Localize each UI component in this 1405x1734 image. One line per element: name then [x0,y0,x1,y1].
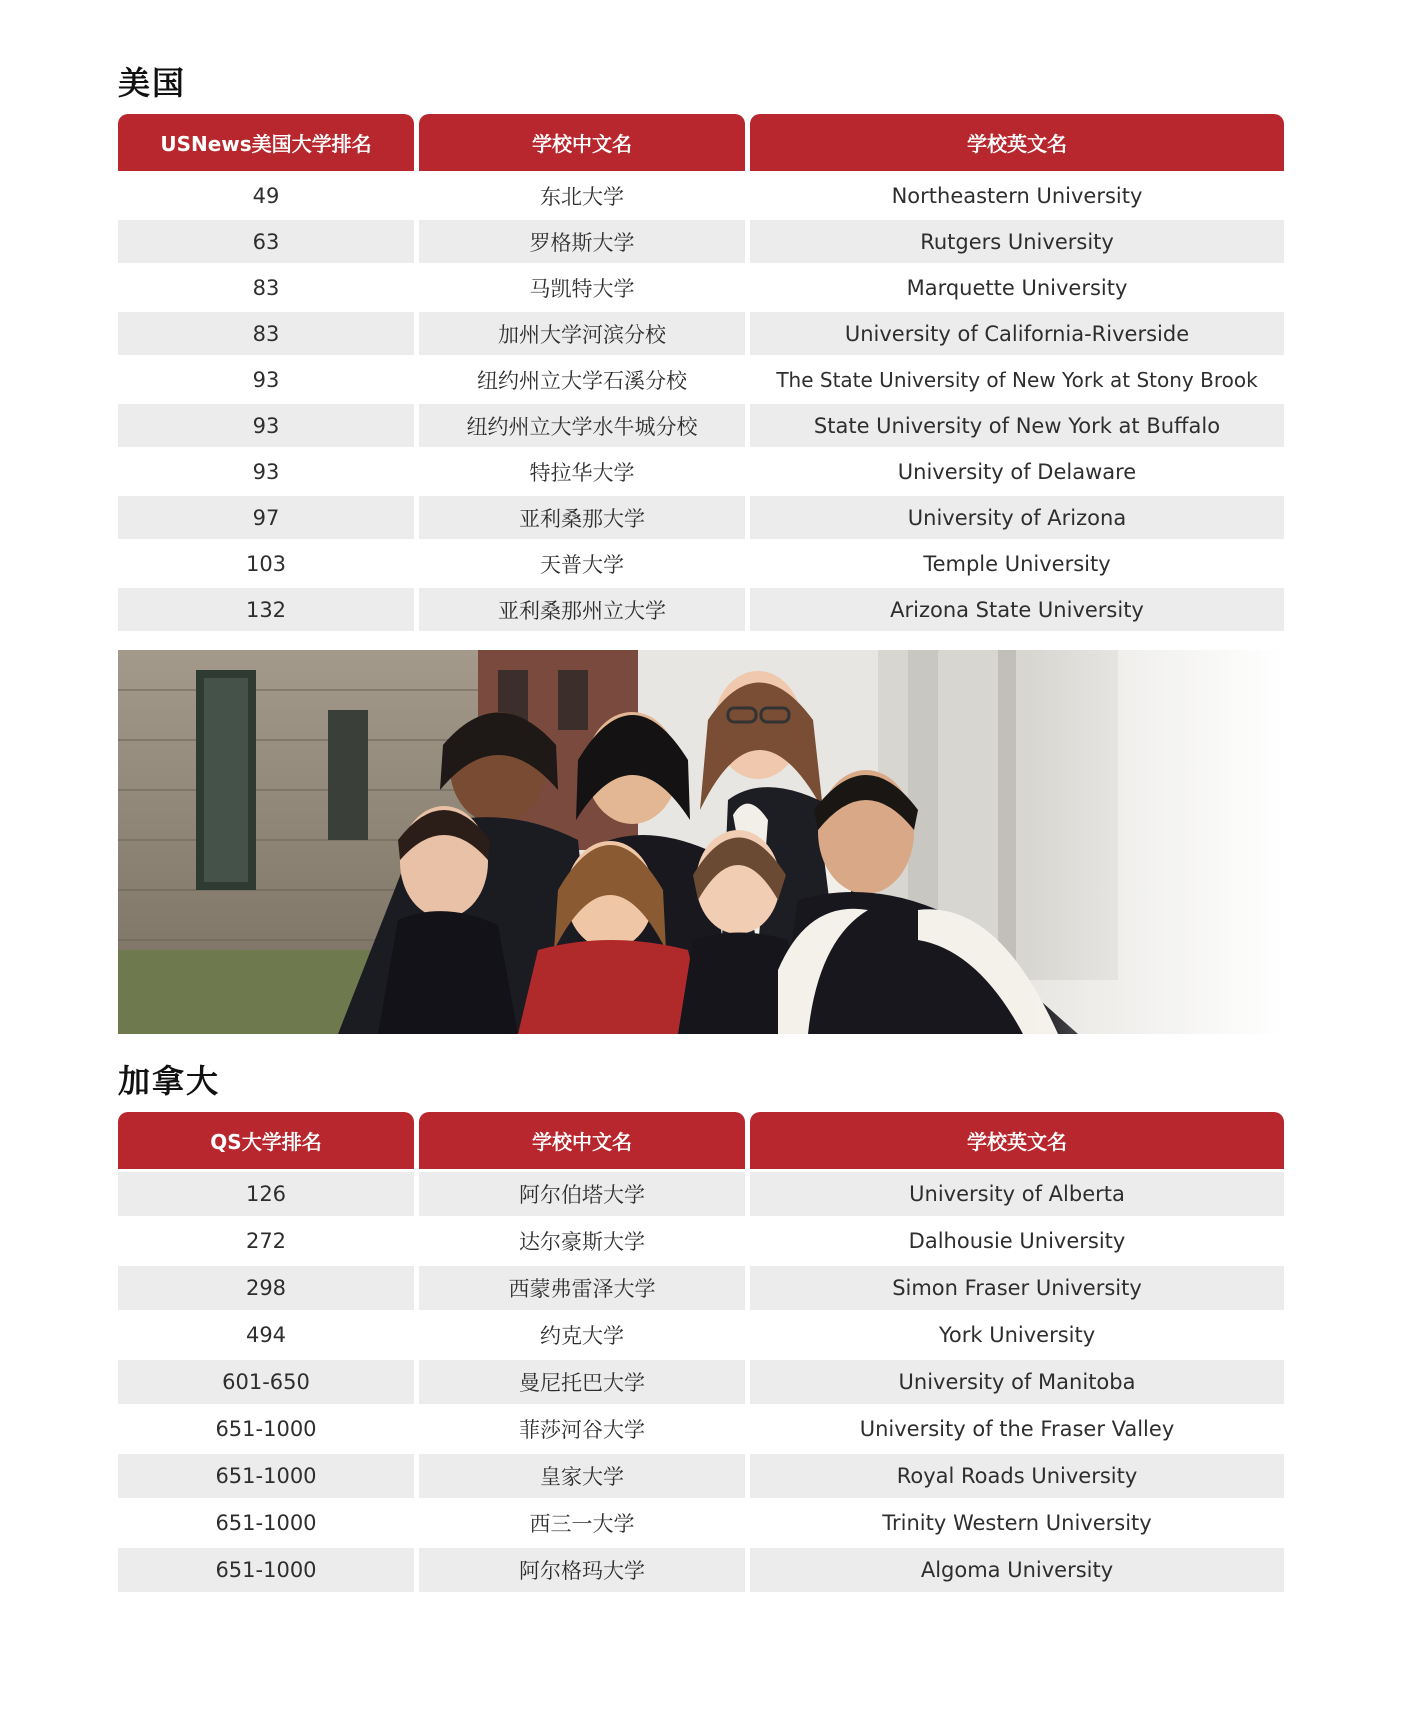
rank-cell: 83 [118,312,414,355]
chinese-name-cell: 亚利桑那州立大学 [419,588,745,631]
section-title-usa: 美国 [118,64,187,102]
chinese-name-cell: 曼尼托巴大学 [419,1360,745,1404]
table-header [118,114,1284,171]
english-name-cell: University of California-Riverside [750,312,1284,355]
usa-ranking-table [118,114,1284,634]
chinese-name-cell: 皇家大学 [419,1454,745,1498]
chinese-name-cell: 罗格斯大学 [419,220,745,263]
rank-cell: 93 [118,358,414,401]
header-rank: USNews美国大学排名 [118,114,414,171]
table-row [118,496,1284,539]
chinese-name-cell: 马凯特大学 [419,266,745,309]
english-name-cell: Trinity Western University [750,1501,1284,1545]
table-row [118,450,1284,493]
table-row [118,220,1284,263]
rank-cell: 93 [118,404,414,447]
rank-cell: 601-650 [118,1360,414,1404]
rank-cell: 651-1000 [118,1407,414,1451]
canada-ranking-table [118,1112,1284,1595]
chinese-name-cell: 纽约州立大学石溪分校 [419,358,745,401]
rank-cell: 494 [118,1313,414,1357]
chinese-name-cell: 加州大学河滨分校 [419,312,745,355]
chinese-name-cell: 特拉华大学 [419,450,745,493]
english-name-cell: University of Delaware [750,450,1284,493]
table-row [118,358,1284,401]
rank-cell: 93 [118,450,414,493]
section-title-canada: 加拿大 [118,1062,221,1100]
chinese-name-cell: 纽约州立大学水牛城分校 [419,404,745,447]
rank-cell: 651-1000 [118,1454,414,1498]
chinese-name-cell: 东北大学 [419,174,745,217]
rank-cell: 63 [118,220,414,263]
chinese-name-cell: 菲莎河谷大学 [419,1407,745,1451]
english-name-cell: University of Manitoba [750,1360,1284,1404]
english-name-cell: University of Alberta [750,1172,1284,1216]
english-name-cell: Northeastern University [750,174,1284,217]
rank-cell: 49 [118,174,414,217]
rank-cell: 97 [118,496,414,539]
english-name-cell: Algoma University [750,1548,1284,1592]
chinese-name-cell: 亚利桑那大学 [419,496,745,539]
chinese-name-cell: 西三一大学 [419,1501,745,1545]
rank-cell: 126 [118,1172,414,1216]
english-name-cell: Simon Fraser University [750,1266,1284,1310]
chinese-name-cell: 达尔豪斯大学 [419,1219,745,1263]
chinese-name-cell: 天普大学 [419,542,745,585]
rank-cell: 272 [118,1219,414,1263]
table-row [118,1454,1284,1498]
english-name-cell: The State University of New York at Stony Brook [750,358,1284,401]
chinese-name-cell: 阿尔格玛大学 [419,1548,745,1592]
chinese-name-cell: 约克大学 [419,1313,745,1357]
table-row [118,1219,1284,1263]
table-row [118,1548,1284,1592]
english-name-cell: Arizona State University [750,588,1284,631]
english-name-cell: University of the Fraser Valley [750,1407,1284,1451]
header-chinese-name: 学校中文名 [419,114,745,171]
rank-cell: 83 [118,266,414,309]
english-name-cell: York University [750,1313,1284,1357]
english-name-cell: University of Arizona [750,496,1284,539]
english-name-cell: Dalhousie University [750,1219,1284,1263]
rank-cell: 651-1000 [118,1548,414,1592]
table-row [118,1313,1284,1357]
table-row [118,1172,1284,1216]
header-english-name: 学校英文名 [750,1112,1284,1169]
header-rank: QS大学排名 [118,1112,414,1169]
graduates-group-photo [118,650,1284,1034]
rank-cell: 132 [118,588,414,631]
table-row [118,174,1284,217]
table-row [118,1360,1284,1404]
chinese-name-cell: 阿尔伯塔大学 [419,1172,745,1216]
rank-cell: 103 [118,542,414,585]
header-chinese-name: 学校中文名 [419,1112,745,1169]
table-row [118,266,1284,309]
english-name-cell: Royal Roads University [750,1454,1284,1498]
rank-cell: 298 [118,1266,414,1310]
rank-cell: 651-1000 [118,1501,414,1545]
table-row [118,542,1284,585]
english-name-cell: Temple University [750,542,1284,585]
table-row [118,1266,1284,1310]
english-name-cell: Rutgers University [750,220,1284,263]
table-header [118,1112,1284,1169]
english-name-cell: Marquette University [750,266,1284,309]
chinese-name-cell: 西蒙弗雷泽大学 [419,1266,745,1310]
table-row [118,588,1284,631]
table-row [118,312,1284,355]
table-row [118,1407,1284,1451]
english-name-cell: State University of New York at Buffalo [750,404,1284,447]
header-english-name: 学校英文名 [750,114,1284,171]
table-row [118,1501,1284,1545]
table-row [118,404,1284,447]
